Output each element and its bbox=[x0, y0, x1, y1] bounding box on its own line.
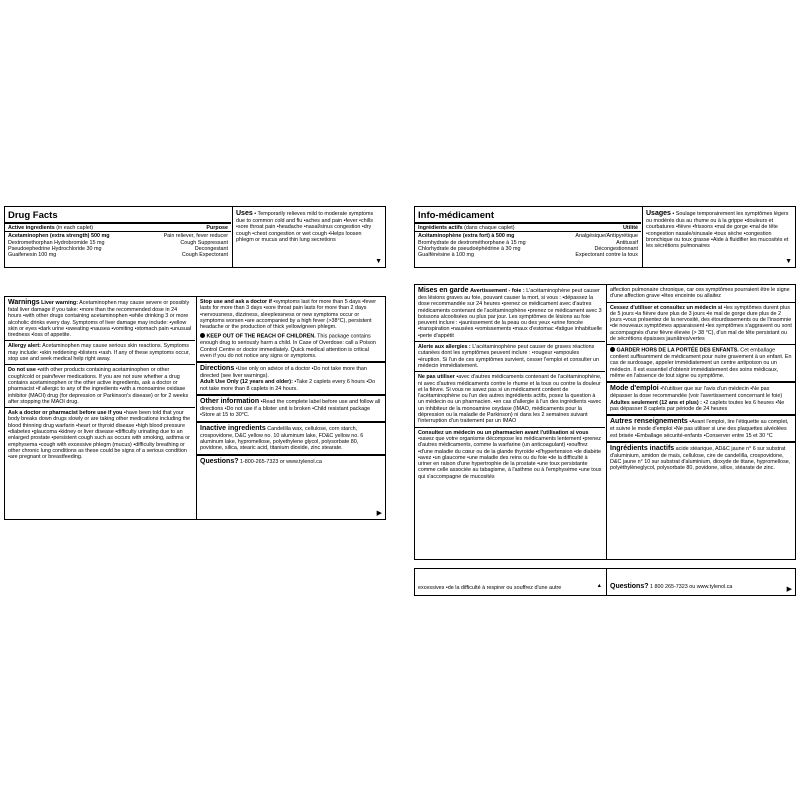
fr-purpose-heading: Utilité bbox=[623, 225, 638, 231]
continue-arrow-icon: ▼ bbox=[375, 258, 382, 265]
fr-directions: Mode d'emploi •N'utiliser que sur l'avis d'un médecin •Ne pas dépasser la dose recommandée (voir l'avertissement concernant le foie) Adultes seulement (12 ans et plus) : •2 caplets toutes les 6 heures •Ne pas dépasser 8 caplets par période de 24 heures bbox=[610, 385, 785, 412]
fr-allergy-alert: Alerte aux allergies : L'acétaminophène peut causer de graves réactions cutanées dont les symptômes peuvent inclure : •rougeur •ampoules •éruption. Si l'un de ces symptômes survient, cesser l'emploi et consulter un médecin immédiatement. bbox=[418, 344, 600, 369]
en-uses-section: Uses • Temporarily relieves mild to moderate symptoms due to common cold and flu •aches and pain •fever •chills •sore throat pain •headache •nasal/sinus congestion •dry cough •chest congestion or wet cough •Helps loosen phlegm or mucus and thin lung secretions bbox=[236, 210, 374, 243]
fr-uses-section: Usages • Soulage temporairement les symptômes légers ou modérés dus au rhume ou à la grippe •douleurs et courbatures •fièvre •frissons •mal de gorge •mal de tête •congestion nasale/sinusale •toux sèche •congestion bronchique ou toux grasse •Aide à fluidifier les mucosités et les sécrétions pulmonaires bbox=[646, 210, 789, 250]
en-active-ingredients-heading: Active ingredients (in each caplet) bbox=[8, 225, 94, 231]
fr-uses-heading: Usages bbox=[646, 210, 671, 217]
fr-warnings-panel bbox=[414, 284, 796, 560]
continue-arrow-icon: ▶ bbox=[376, 510, 382, 517]
fr-other-information: Autres renseignements •Avant l'emploi, lire l'étiquette au complet, et suivre le mode d'emploi •Ne pas utiliser si une des plaquettes alvéolées est brisée •Emballage sécurité-enfants •Conserver entre 15 et 30 °C bbox=[610, 418, 789, 439]
fr-stop-use: Cessez d'utiliser et consultez un médecin si •les symptômes durent plus de 5 jours •la fièvre dure plus de 3 jours •le mal de gorge dure plus de 2 jours •vous présentez de la nervosité, des étourdissements ou de l'insomnie •de nouveaux symptômes apparaissent •les symptômes s'aggravent ou sont accompagnés d'une fièvre élevée (> 38 °C), d'un mal de tête persistant ou de sécrétions épaisses jaunâtres/vertes bbox=[610, 304, 792, 343]
en-ingredient-row: Acetaminophen (extra strength) 500 mg Pain reliever, fever reducer bbox=[8, 233, 228, 240]
fr-drug-facts-title: Info-médicament bbox=[418, 210, 495, 221]
en-directions: Directions •Use only on advice of a doctor •Do not take more than directed (see liver warnings). Adult Use Only (12 years and older): •Take 2 caplets every 6 hours •Do not take more than 8 caplets in 24 hours. bbox=[200, 365, 376, 392]
fr-strip-text: excessives •de la difficulté à respirer ou souffrez d'une autre bbox=[418, 585, 562, 591]
circle-bullet-icon bbox=[610, 347, 615, 352]
en-ingredient-row: Pseudoephedrine Hydrochloride 30 mg Decongestant bbox=[8, 245, 228, 252]
en-do-not-use: Do not use •with other products containing acetaminophen or other cough/cold or pain/fever medications. If you are not sure whether a drug contains acetaminophen or the other active ingredients, ask a doctor or pharmacist •if allergic to any of the ingredients •with a monoamine oxidase inhibitor (MAOI) drug (for depression or Parkinson's disease) or for 2 weeks after stopping the MAOI drug. bbox=[8, 367, 189, 405]
en-questions: Questions? 1-800-265-7323 or www.tylenol.ca bbox=[200, 457, 322, 465]
en-inactive-ingredients: Inactive ingredients Candelilla wax, cellulose, corn starch, crospovidone, D&C yellow no. 10 aluminum lake, FD&C yellow no. 6 aluminum lake, hypromellose, polyethylene glycol, polysorbate 80, povidone, silica, stearic acid, titanium dioxide, zinc stearate. bbox=[200, 424, 364, 452]
en-warnings-panel bbox=[4, 296, 386, 520]
fr-drug-facts-panel bbox=[414, 206, 796, 268]
fr-ingredient-row: Acétaminophène (extra fort) à 500 mg Analgésique/Antipyrétique bbox=[418, 233, 638, 240]
fr-keep-out-of-reach: GARDER HORS DE LA PORTÉE DES ENFANTS. Cet emballage contient suffisamment de médicament pour nuire gravement à un enfant. En cas de surdosage, appeler immédiatement un centre antipoison ou un médecin. Il est essentiel d'obtenir immédiatement des soins médicaux, même en l'absence de tout signe ou symptôme. bbox=[610, 347, 792, 380]
continue-arrow-icon: ▼ bbox=[785, 258, 792, 265]
fr-ingredient-row: Chlorhydrate de pseudoéphédrine à 30 mg Décongestionnant bbox=[418, 245, 638, 252]
en-drug-facts-title: Drug Facts bbox=[8, 210, 58, 221]
fr-ingredient-list bbox=[415, 232, 641, 260]
fr-liver-warning: Mises en garde Avertissement - foie : L'acétaminophène peut causer des lésions graves au foie, pouvant causer la mort, si vous : •dépassez la dose recommandée sur 24 heures •prenez ce médicament avec d'autres médicaments contenant de l'acétaminophène •prenez ce médicament avec 3 boissons alcoolisées ou plus par jour. Les symptômes de lésions au foie peuvent inclure : •jaunissement de la peau ou des yeux •urine foncée •transpiration •nausées •vomissements •maux d'estomac •fatigue inhabituelle •perte d'appétit bbox=[418, 287, 602, 339]
fr-ingredient-row: Guaïfénésine à 100 mg Expectorant contre la toux bbox=[418, 252, 638, 259]
up-arrow-icon: ▲ bbox=[596, 583, 602, 589]
en-ask-doctor: Ask a doctor or pharmacist before use if you •have been told that your body breaks down drugs slowly or are taking other medications including the blood thinning drug warfarin •heart or thyroid disease •high blood pressure •diabetes •glaucoma •kidney or liver disease •difficulty urinating due to an enlarged prostate •persistent cough such as occurs with smoking, asthma or emphysema •cough with excessive phlegm (mucus) •difficulty breathing or other chronic lung conditions as these could be signs of a serious condition •are pregnant or breastfeeding. bbox=[8, 410, 191, 461]
fr-do-not-use: Ne pas utiliser •avec d'autres médicaments contenant de l'acétaminophène, ni avec d'autres médicaments contre le rhume et la toux ou contre la douleur et la fièvre. Si vous ne savez pas si un médicament contient de l'acétaminophène ou l'un des autres ingrédients actifs, posez la question à un médecin ou un pharmacien. •en cas d'allergie à l'un des ingrédients •avec un inhibiteur de la monoamine oxydase (IMAO, médicaments pour la dépression ou la maladie de Parkinson) ni dans les 2 semaines suivant l'interruption d'un traitement par un IMAO bbox=[418, 374, 602, 425]
en-ingredient-list bbox=[5, 232, 231, 260]
fr-ingredient-row: Bromhydrate de dextrométhorphane à 15 mg Antitussif bbox=[418, 239, 638, 246]
fr-ask-doctor: Consultez un médecin ou un pharmacien avant l'utilisation si vous •savez que votre organisme décompose les médicaments lentement •prenez d'autres médicaments, comme la warfarine (un anticoagulant) •souffrez •d'une maladie du cœur ou de la glande thyroïde •d'hypertension •de diabète •avez •un glaucome •une maladie des reins ou du foie •de la difficulté à uriner en raison d'une hypertrophie de la prostate •une toux persistante comme celle associée au tabagisme, à l'asthme ou à l'emphysème •une toux qui s'accompagne de mucosités bbox=[418, 429, 602, 480]
en-ingredient-row: Dextromethorphan Hydrobromide 15 mg Cough Suppressant bbox=[8, 239, 228, 246]
en-drug-facts-panel bbox=[4, 206, 386, 268]
fr-questions: Questions? 1 800 265-7323 ou www.tylenol.ca bbox=[610, 583, 733, 590]
continue-arrow-icon: ▶ bbox=[786, 586, 792, 593]
en-purpose-heading: Purpose bbox=[206, 225, 228, 231]
fr-active-ingredients-heading: Ingrédients actifs (dans chaque caplet) bbox=[418, 225, 515, 231]
fr-inactive-ingredients: Ingrédients inactifs acide stéarique, AD&C jaune n° 6 sur substrat d'aluminium, amidon de maïs, cellulose, cire de candelilla, crospovidone, D&C jaune n° 10 sur substrat d'aluminium, dioxyde de titane, hypromellose, polyéthylèneglycol, polysorbate 80, povidone, silice, stéarate de zinc. bbox=[610, 444, 791, 472]
en-allergy-alert: Allergy alert: Acetaminophen may cause serious skin reactions. Symptoms may include: •skin reddening •blisters •rash. If any of these symptoms occur, stop use and seek medical help right away. bbox=[8, 343, 190, 363]
fr-continuation-strip bbox=[414, 568, 796, 596]
en-stop-use: Stop use and ask a doctor if •symptoms last for more than 5 days •fever lasts for more than 3 days •sore throat pain lasts for more than 2 days •nervousness, dizziness, sleeplessness or new symptoms occur or symptoms worsen •are accompanied by a high fever (>38°C), persistent headache or the production of thick yellow/green phlegm. bbox=[200, 299, 377, 331]
en-warnings-heading: Warnings bbox=[8, 299, 40, 306]
en-keep-out-of-reach: KEEP OUT OF THE REACH OF CHILDREN. This package contains enough drug to seriously harm a child. In Case of Overdose: call a Poison Control Centre or doctor immediately. Quick medical attention is critical even if you do not notice any signs or symptoms. bbox=[200, 333, 376, 359]
en-ingredient-row: Guaifenesin 100 mg Cough Expectorant bbox=[8, 252, 228, 259]
en-other-information: Other information •Read the complete label before use and follow all directions •Do not use if a blister unit is broken •Child resistant package •Store at 15 to 30°C. bbox=[200, 398, 381, 419]
fr-ask-doctor-continued: affection pulmonaire chronique, car ces symptômes pourraient être le signe d'une affection grave •êtes enceinte ou allaitez bbox=[610, 287, 790, 300]
en-liver-warning: Warnings Liver warning: Acetaminophen may cause severe or possibly fatal liver damage if you take: •more than the recommended dose in 24 hours •with other drugs containing acetaminophen •while drinking 3 or more alcoholic drinks every day. Symptoms of liver damage may include: •yellow skin or eyes •dark urine •sweating •nausea •vomiting •stomach pain •unusual tiredness •loss of appetite. bbox=[8, 299, 192, 339]
circle-bullet-icon bbox=[200, 333, 205, 338]
en-uses-heading: Uses bbox=[236, 210, 253, 217]
fr-warnings-heading: Mises en garde bbox=[418, 287, 469, 294]
